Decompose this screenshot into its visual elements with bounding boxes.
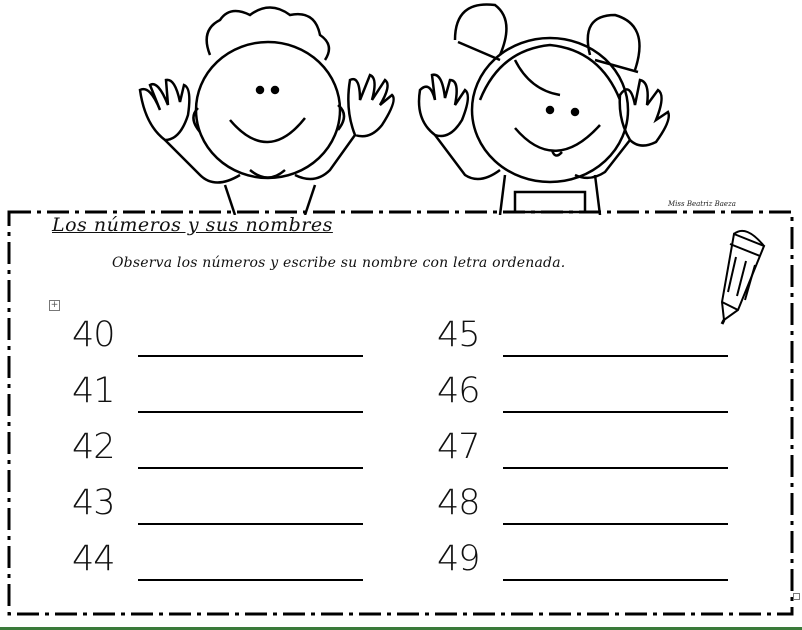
number-label: 47 <box>437 427 480 467</box>
number-row-left-1 <box>72 371 372 411</box>
number-row-left-2 <box>72 427 372 467</box>
answer-line[interactable] <box>503 579 728 581</box>
number-row-left-0 <box>72 315 372 355</box>
table-resize-handle-icon[interactable] <box>793 593 800 600</box>
number-label: 45 <box>437 315 480 355</box>
answer-line[interactable] <box>503 523 728 525</box>
answer-line[interactable] <box>138 467 363 469</box>
answer-line[interactable] <box>503 467 728 469</box>
number-row-right-0 <box>437 315 737 355</box>
number-row-right-3 <box>437 483 737 523</box>
number-label: 40 <box>72 315 115 355</box>
number-row-right-1 <box>437 371 737 411</box>
number-row-left-4 <box>72 539 372 579</box>
number-label: 46 <box>437 371 480 411</box>
number-label: 42 <box>72 427 115 467</box>
answer-line[interactable] <box>138 411 363 413</box>
answer-line[interactable] <box>138 355 363 357</box>
answer-line[interactable] <box>503 411 728 413</box>
table-move-handle-icon[interactable]: + <box>50 300 59 310</box>
number-row-right-2 <box>437 427 737 467</box>
number-label: 48 <box>437 483 480 523</box>
number-label: 49 <box>437 539 480 579</box>
number-label: 41 <box>72 371 115 411</box>
answer-line[interactable] <box>138 579 363 581</box>
number-label: 44 <box>72 539 115 579</box>
pencil-icon <box>706 222 776 327</box>
number-row-right-4 <box>437 539 737 579</box>
worksheet-title: Los números y sus nombres <box>52 214 333 236</box>
number-row-left-3 <box>72 483 372 523</box>
author-credit: Miss Beatriz Baeza <box>668 200 736 208</box>
answer-line[interactable] <box>138 523 363 525</box>
answer-line[interactable] <box>503 355 728 357</box>
worksheet-instruction: Observa los números y escribe su nombre con letra ordenada. <box>112 255 566 271</box>
number-label: 43 <box>72 483 115 523</box>
